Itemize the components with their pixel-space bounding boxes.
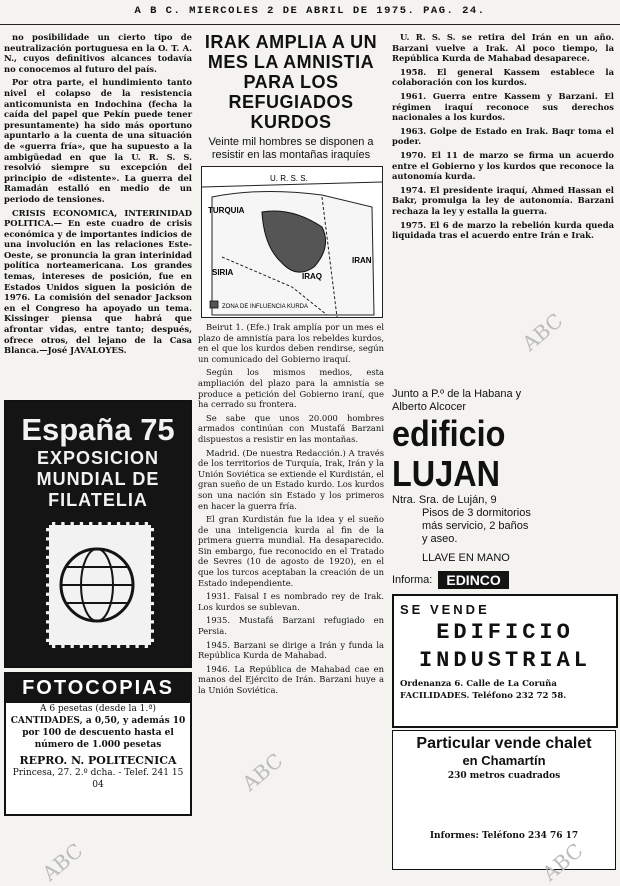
col3-paragraph: 1970. El 11 de marzo se firma un acuerdo entre el Gobierno y los kurdos que reconoce la autonomía kurda. — [392, 149, 614, 182]
abc-watermark: ABC — [37, 838, 88, 886]
lujan-contact — [392, 571, 614, 589]
col2-paragraph: Madrid. (De nuestra Redacción.) A través de los territorios de Turquía, Irak, Irán y la Unión Soviética se extiende el Kurdistán, el gran sueño de un Estado kurdo. Los kurdos son una nación sin Estado y los primeros en hacer la guerra fría. — [198, 447, 384, 511]
map-label-siria: SIRIA — [212, 268, 234, 277]
sv-line: INDUSTRIAL — [418, 648, 592, 673]
edinco-logo: EDINCO — [438, 571, 508, 589]
lujan-line: y aseo. — [422, 533, 458, 545]
foto-address: Princesa, 27. 2.º dcha. - Telef. 241 15 04 — [12, 768, 184, 790]
ad-fotocopias — [4, 672, 192, 816]
espana-line: EXPOSICION — [36, 448, 160, 468]
col2-paragraph: 1935. Mustafá Barzani refugiado en Persia. — [198, 615, 384, 637]
page-header: A B C. MIERCOLES 2 DE ABRIL DE 1975. PAG. 24. — [0, 0, 620, 25]
ad-edificio-industrial — [392, 594, 618, 728]
foto-line: por 100 de descuento hasta el — [22, 728, 174, 738]
sv-line: Ordenanza 6. Calle de La Coruña — [400, 679, 557, 689]
col2-paragraph: 1931. Faisal I es nombrado rey de Irak. Los kurdos se sublevan. — [198, 591, 384, 612]
col3-paragraph: 1963. Golpe de Estado en Irak. Baqr toma el poder. — [392, 125, 614, 147]
foto-line: A 6 pesetas (desde la 1.ª) — [39, 704, 157, 714]
article-headline: IRAK AMPLIA A UN MES LA AMNISTIA PARA LOS REFUGIADOS KURDOS — [204, 32, 378, 132]
foto-title: FOTOCOPIAS — [6, 674, 190, 703]
chalet-line: en Chamartín — [462, 753, 546, 768]
stamp-logo — [46, 522, 154, 648]
col2-paragraph: Según los mismos medios, esta ampliación del plazo para la amnistía se produce a petición del Gobierno iraní, que ha cerrado su frontera. — [198, 367, 384, 410]
ad-edificio-lujan — [392, 388, 614, 586]
chalet-line: Informes: Teléfono 234 76 17 — [429, 831, 579, 841]
col3-paragraph: 1958. El general Kassem establece la colaboración con los kurdos. — [392, 66, 614, 88]
espana-line: FILATELIA — [48, 490, 148, 510]
map-label-turquia: TURQUIA — [208, 206, 245, 215]
lujan-address: Ntra. Sra. de Luján, 9 — [392, 494, 497, 506]
col1-paragraph: no posibilidade un cierto tipo de neutralización portuguesa en la O. T. A. N., cuyos definitivos alcances todavía no conocemos al futuro del país. — [4, 32, 192, 74]
abc-watermark: ABC — [517, 308, 568, 356]
foto-company: REPRO. N. POLITECNICA — [19, 754, 177, 767]
kurdistan-map — [201, 166, 383, 318]
article-subhead: Veinte mil hombres se disponen a resistir en las montañas iraquíes — [208, 136, 374, 161]
lujan-line: Junto a P.º de la Habana y — [392, 388, 522, 400]
col2-paragraph: Beirut 1. (Efe.) Irak amplía por un mes el plazo de amnistía para los rebeldes kurdos, en el que los kurdos deben rendirse, según un comunicado del Gobierno iraquí. — [198, 322, 384, 364]
col3-paragraph: 1975. El 6 de marzo la rebelión kurda queda liquidada tras el acuerdo entre Irán e Irak. — [392, 219, 614, 241]
column-2 — [198, 32, 384, 699]
map-graphic — [202, 167, 382, 317]
lujan-line: más servicio, 2 baños — [422, 520, 529, 532]
lujan-inform: Informa: — [392, 573, 433, 586]
sv-line: EDIFICIO — [436, 620, 574, 645]
col3-paragraph: 1974. El presidente iraquí, Ahmed Hassan el Bakr, promulga la ley de autonomía. Barzani rechaza la ley y estalla la guerra. — [392, 184, 614, 216]
col1-paragraph: CRISIS ECONOMICA, INTERINIDAD POLITICA.— En este cuadro de crisis económica y de importantes indicios de una involución en las relaciones Este-Oeste, se pronuncia la gran interinidad política norteamericana. Los grandes temas, intereses de posición, fue en Estados Unidos siguen la posición de 1976. La comisión del senador Jackson en el Congreso ha apoyado un tema. Kissinger piensa que habrá que afrontar vidas, entre tanto; después, ofrece otros, del lejano de la Casa Blanca.—José JAVALOYES. — [4, 207, 192, 356]
espana-title: España 75 — [21, 412, 175, 447]
map-label-irak: IRAQ — [302, 272, 322, 281]
globe-icon — [49, 525, 145, 639]
map-legend: ZONA DE INFLUENCIA KURDA — [222, 304, 309, 310]
lujan-title: edificio LUJAN — [392, 413, 506, 494]
lujan-line: Alberto Alcocer — [392, 401, 466, 413]
col2-paragraph: El gran Kurdistán fue la idea y el sueño de una inteligencia kurda al fin de la primera guerra mundial. Ha desaparecido. Sin embargo, fue reconocido en el Tratado de Sevres (10 de agosto de 1920), en el que los turcos aceptaban la creación de un Estado independiente. — [198, 514, 384, 588]
foto-line: CANTIDADES, a 0,50, y además 10 — [10, 716, 186, 726]
col2-paragraph: Se sabe que unos 20.000 hombres armados continúan con Mustafá Barzani dispuestos a resistir en las montañas. — [198, 412, 384, 444]
column-1 — [4, 32, 192, 359]
sv-line: FACILIDADES. Teléfono 232 72 58. — [400, 691, 567, 701]
espana-line: MUNDIAL DE — [36, 469, 160, 489]
col3-paragraph: U. R. S. S. se retira del Irán en un año. Barzani vuelve a Irak. Al poco tiempo, la República Kurda de Mahabad desaparece. — [392, 32, 614, 64]
ad-espana-75 — [4, 400, 192, 668]
ad-chalet — [392, 730, 616, 870]
col1-paragraph: Por otra parte, el hundimiento tanto nivel el colapso de la resistencia anticomunista en Indochina (fecha la caída del papel que Pekín puede tener presuntamente) ha sido más oportuno apuntarlo a la cuenta de una situación de «guerra fría», que ha supuesto a la ambigüedad en que la U. R. S. S. resolvió siempre su excepción del principio de «distente». La guerra del Ramadán estalló en medio de un periodo de tensiones. — [4, 77, 192, 204]
col2-paragraph: 1945. Barzani se dirige a Irán y funda la República Kurda de Mahabad. — [198, 639, 384, 661]
lujan-line: Pisos de 3 dormitorios — [422, 507, 531, 519]
col3-paragraph: 1961. Guerra entre Kassem y Barzani. El régimen iraquí reconoce sus derechos nacionales a los kurdos. — [392, 90, 614, 123]
map-label-iran: IRAN — [352, 256, 372, 265]
column-3 — [392, 32, 614, 244]
chalet-line: Particular vende chalet — [416, 735, 592, 752]
lujan-line: LLAVE EN MANO — [422, 552, 510, 564]
foto-line: número de 1.000 pesetas — [34, 740, 162, 750]
chalet-line: 230 metros cuadrados — [447, 771, 561, 781]
map-label-urss: U. R. S. S. — [270, 174, 308, 183]
abc-watermark: ABC — [237, 748, 288, 796]
sv-line: SE VENDE — [400, 602, 490, 617]
col2-paragraph: 1946. La República de Mahabad cae en manos del Ejército de Irán. Barzani huye a la Unión Soviética. — [198, 663, 384, 695]
abc-watermark: ABC — [537, 838, 588, 886]
